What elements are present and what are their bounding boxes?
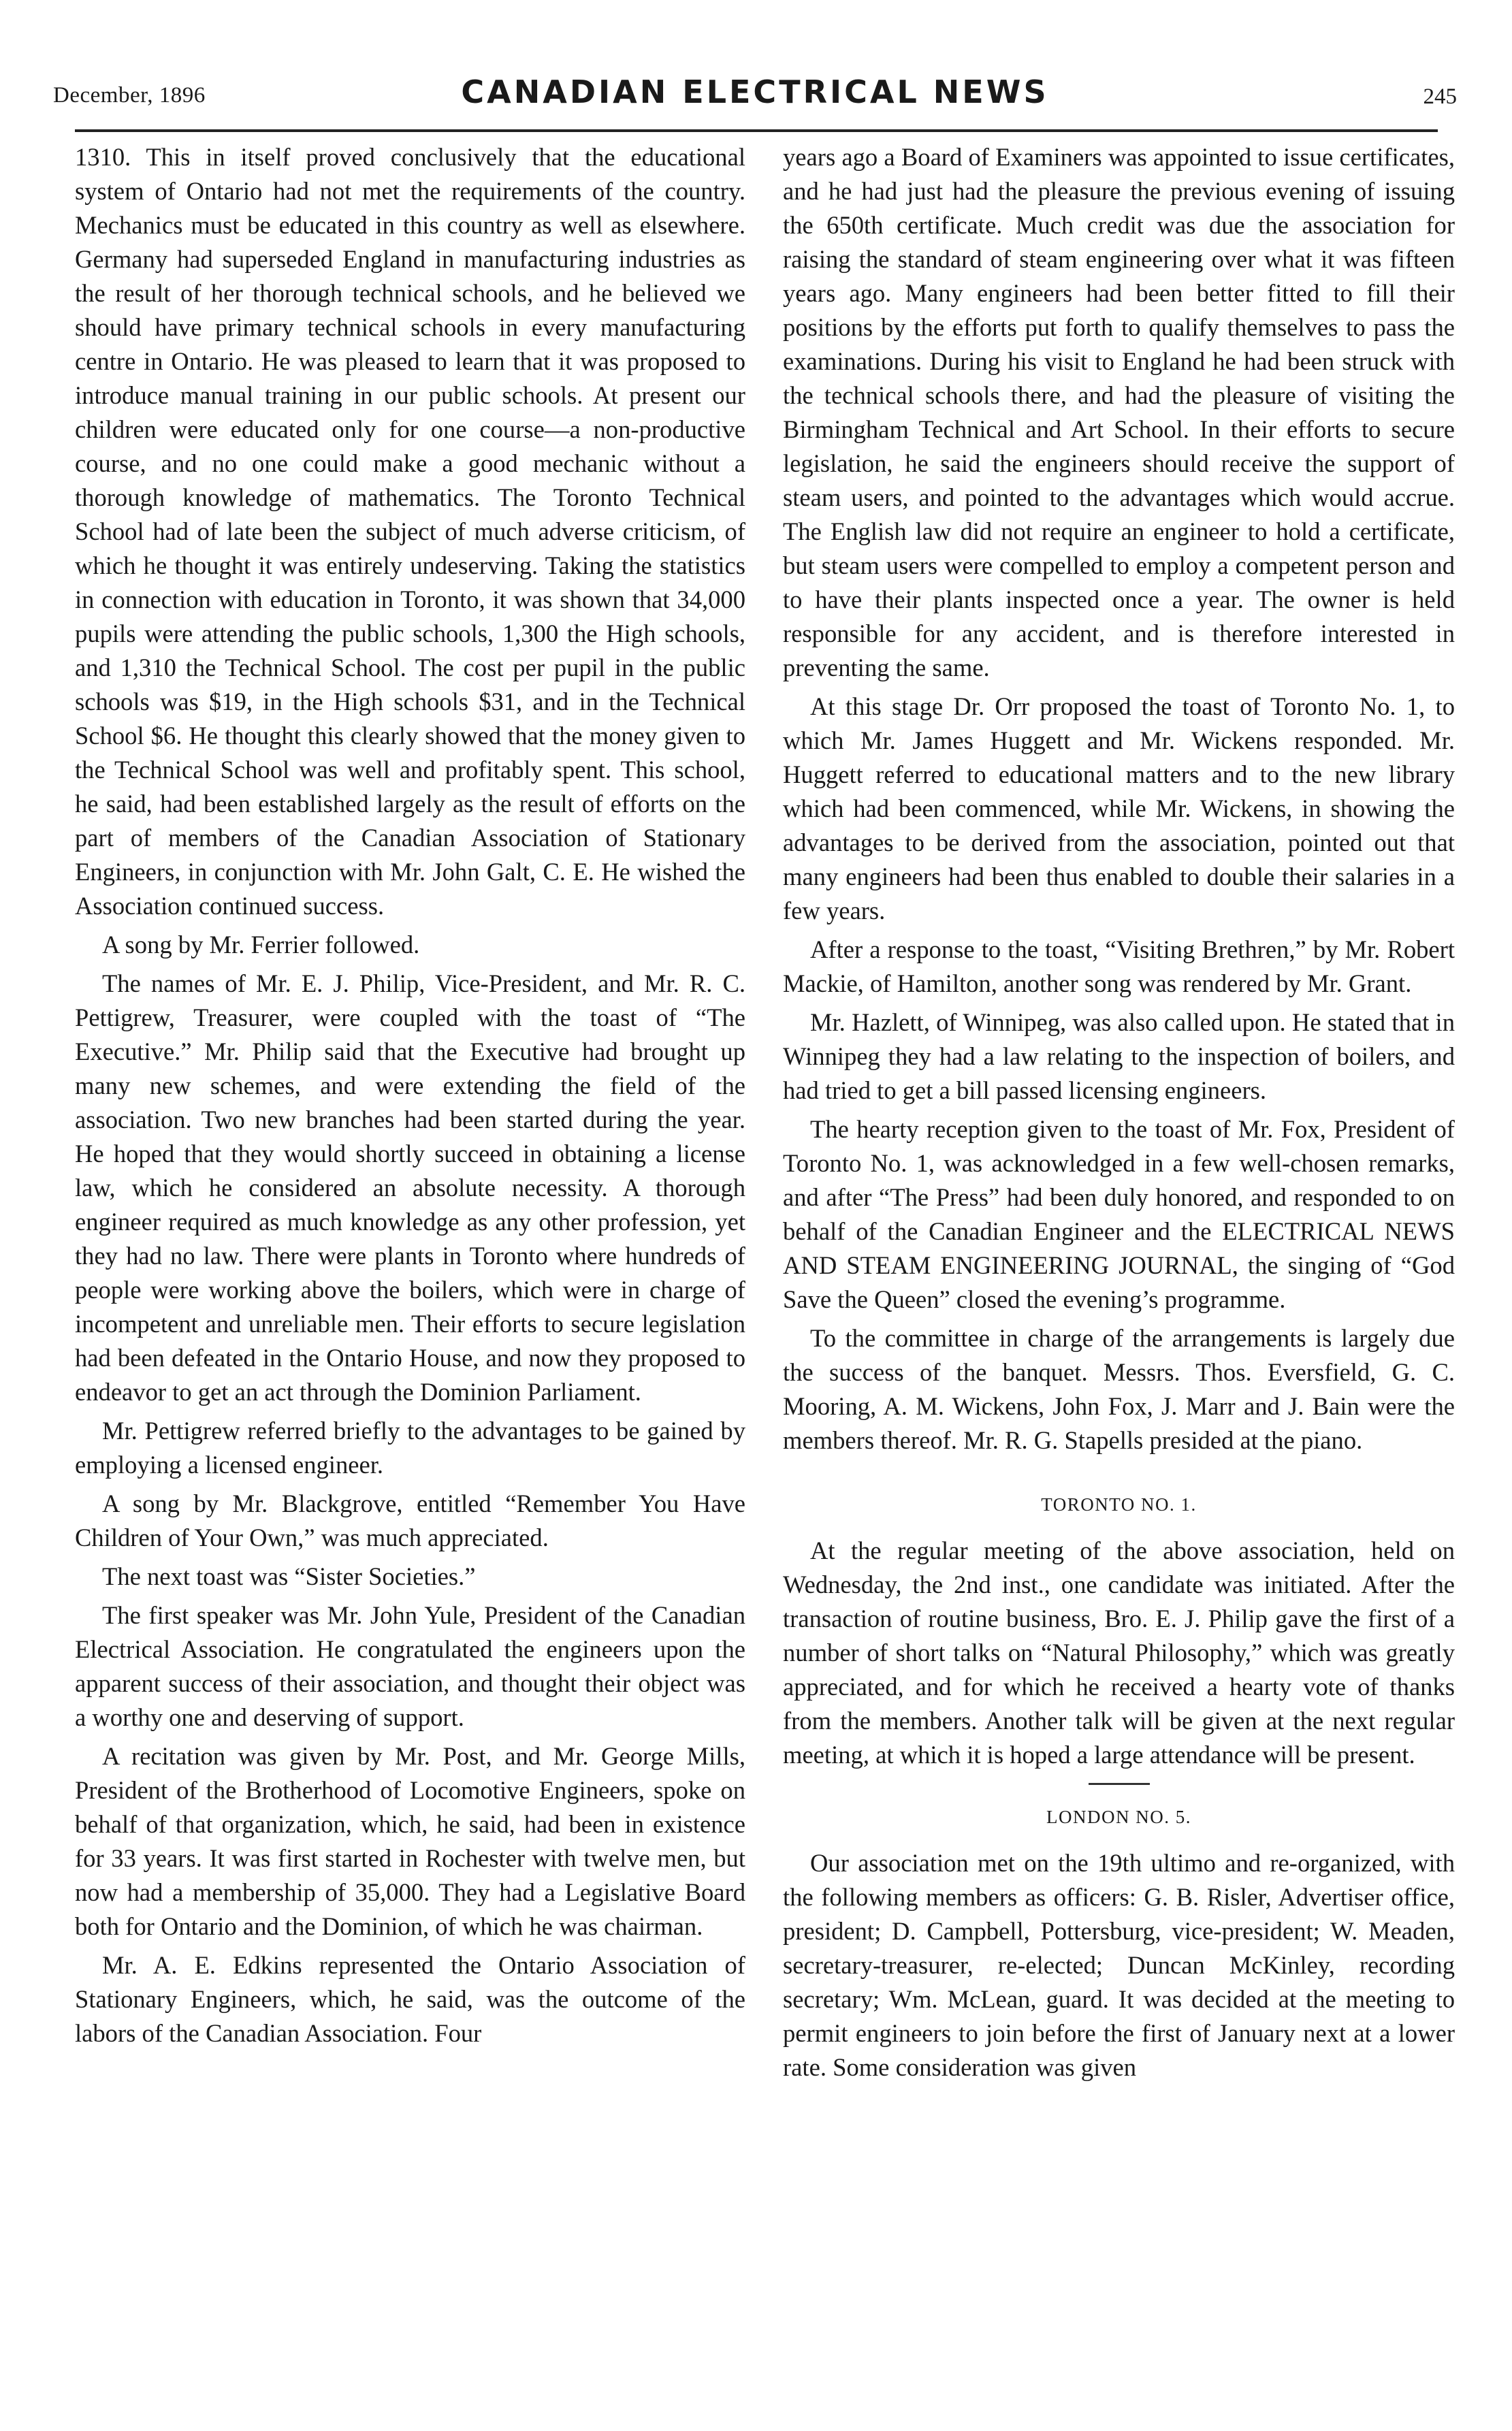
paragraph-george-mills: A recitation was given by Mr. Post, and Mr. George Mills, President of the Brotherhood of Locomotive Engineers, spoke on behalf of that organization, which, he said, had been in existence for 33 years. It was first started in Rochester with twelve men, but now had a membership of 35,000. They had a Legislative Board both for Ontario and the Dominion, of which he was chairman. [75, 1742, 745, 1940]
paragraph-education: 1310. This in itself proved conclusively that the educational system of Ontario had not met the requirements of the country. Mechanics must be educated in this country as well as elsewhere. Germany had superseded England in manufacturing industries as the result of her thorough technical schools, and he believed we should have primary technical schools in every manufacturing centre in Ontario. He was pleased to learn that it was proposed to introduce manual training in our public schools. At present our children were educated only for one course—a non-productive course, and no one could make a good mechanic without a thorough knowledge of mathematics. The Toronto Technical School had of late been the subject of much adverse criticism, of which he thought it was entirely undeserving. Taking the statistics in connection with education in Toronto, it was shown that 34,000 pupils were attending the public schools, 1,300 the High schools, and 1,310 the Technical School. The cost per pupil in the public schools was $19, in the High schools $31, and in the Technical School $6. He thought this clearly showed that the money given to the Technical School was well and profitably spent. This school, he said, had been established largely as the result of efforts on the part of members of the Canadian Association of Stationary Engineers, in conjunction with Mr. John Galt, C. E. He wished the Association continued success. [75, 143, 745, 920]
section-heading-toronto: TORONTO NO. 1. [1041, 1494, 1197, 1515]
section-heading-london: LONDON NO. 5. [1046, 1807, 1191, 1827]
paragraph-committee: To the committee in charge of the arrangements is largely due the success of the banquet. Messrs. Thos. Eversfield, G. C. Mooring, A. M. Wickens, John Fox, J. Marr and J. Bain were the members thereof. Mr. R. G. Stapells presided at the piano. [783, 1324, 1455, 1454]
masthead: CANADIAN ELECTRICAL NEWS [461, 74, 1049, 110]
paragraph-hazlett: Mr. Hazlett, of Winnipeg, was also called upon. He stated that in Winnipeg they had a law relating to the inspection of boilers, and had tried to get a bill passed licensing engineers. [783, 1008, 1455, 1104]
paragraph-executive-toast: The names of Mr. E. J. Philip, Vice-President, and Mr. R. C. Pettigrew, Treasurer, were coupled with the toast of “The Executive.” Mr. Philip said that the Executive had brought up many new schemes, and were extending the field of the association. Two new branches had been started during the year. He hoped that they would shortly succeed in obtaining a license law, which he considered an absolute necessity. A thorough engineer required as much knowledge as any other profession, yet they had no law. There were plants in Toronto where hundreds of people were working above the boilers, which were in charge of incompetent and unreliable men. Their efforts to secure legislation had been defeated in the Ontario House, and now they proposed to endeavor to get an act through the Dominion Parliament. [75, 969, 745, 1406]
paragraph-london-meeting: Our association met on the 19th ultimo and re-organized, with the following members as officers: G. B. Risler, Advertiser office, president; D. Campbell, Pottersburg, vice-president; W. Meaden, secretary-treasurer, re-elected; Duncan McKinley, recording secretary; Wm. McLean, guard. It was decided at the meeting to permit engineers to join before the first of January next at a lower rate. Some consideration was given [783, 1849, 1455, 2081]
paragraph-board-examiners: years ago a Board of Examiners was appointed to issue certificates, and he had just had the pleasure the previous evening of issuing the 650th certificate. Much credit was due the association for raising the standard of steam engineering over what it was fifteen years ago. Many engineers had been better fitted to fill their positions by the efforts put forth to qualify themselves to pass the examinations. During his visit to England he had been struck with the technical schools there, and had the pleasure of visiting the Birmingham Technical and Art School. In their efforts to secure legislation, he said the engineers should receive the support of steam users, and pointed to the advantages which would accrue. The English law did not require an engineer to hold a certificate, but steam users were compelled to employ a competent person and to have their plants inspected once a year. The owner is held responsible for any accident, and is therefore interested in preventing the same. [783, 143, 1455, 681]
section-separator [1089, 1783, 1150, 1785]
paragraph-sister-societies: The next toast was “Sister Societies.” [102, 1562, 476, 1590]
paragraph-song-blackgrove: A song by Mr. Blackgrove, entitled “Remember You Have Children of Your Own,” was much appreciated. [75, 1490, 745, 1551]
left-column [75, 140, 745, 2050]
paragraph-pettigrew: Mr. Pettigrew referred briefly to the advantages to be gained by employing a licensed engineer. [75, 1417, 745, 1479]
page-number: 245 [1423, 84, 1457, 109]
right-column [783, 140, 1455, 2084]
header-rule [75, 129, 1438, 132]
paragraph-song-ferrier: A song by Mr. Ferrier followed. [102, 931, 420, 959]
page-header [53, 74, 1457, 125]
paragraph-president-fox: The hearty reception given to the toast of Mr. Fox, President of Toronto No. 1, was acknowledged in a few well-chosen remarks, and after “The Press” had been duly honored, and responded to on behalf of the Canadian Engineer and the ELECTRICAL NEWS AND STEAM ENGINEERING JOURNAL, the singing of “God Save the Queen” closed the evening’s programme. [783, 1115, 1455, 1313]
paragraph-toronto-toast: At this stage Dr. Orr proposed the toast of Toronto No. 1, to which Mr. James Huggett and Mr. Wickens responded. Mr. Huggett referred to educational matters and to the new library which had been commenced, while Mr. Wickens, in showing the advantages to be derived from the association, pointed out that many engineers had been thus enabled to double their salaries in a few years. [783, 692, 1455, 924]
paragraph-edkins: Mr. A. E. Edkins represented the Ontario Association of Stationary Engineers, which, he said, was the outcome of the labors of the Canadian Association. Four [75, 1951, 745, 2047]
paragraph-visiting-brethren: After a response to the toast, “Visiting Brethren,” by Mr. Robert Mackie, of Hamilton, another song was rendered by Mr. Grant. [783, 935, 1455, 997]
paragraph-john-yule: The first speaker was Mr. John Yule, President of the Canadian Electrical Association. He congratulated the engineers upon the apparent success of their association, and thought their object was a worthy one and deserving of support. [75, 1601, 745, 1731]
paragraph-toronto-meeting: At the regular meeting of the above association, held on Wednesday, the 2nd inst., one candidate was initiated. After the transaction of routine business, Bro. E. J. Philip gave the first of a number of short talks on “Natural Philosophy,” which was greatly appreciated, and for which he received a hearty vote of thanks from the members. Another talk will be given at the next regular meeting, at which it is hoped a large attendance will be present. [783, 1536, 1455, 1769]
issue-date: December, 1896 [53, 83, 206, 108]
